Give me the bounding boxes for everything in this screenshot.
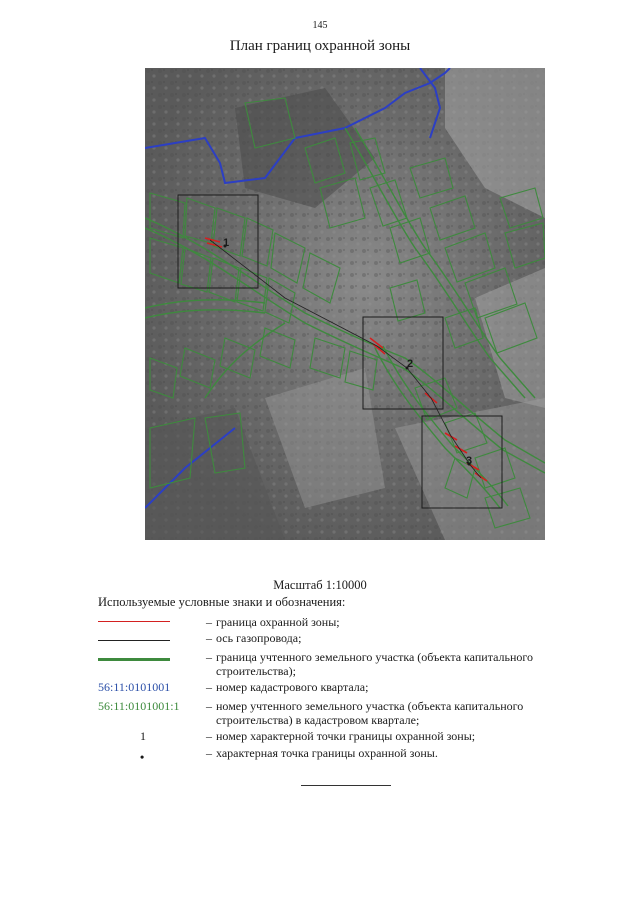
- legend-symbol-parcel-code: 56:11:0101001:1: [98, 699, 180, 713]
- legend-description: граница учтенного земельного участка (объекта капитального строительства);: [216, 650, 534, 678]
- legend-dash: –: [206, 680, 212, 694]
- point-1-label: 1: [223, 237, 230, 249]
- point-3-label: 3: [466, 455, 473, 467]
- legend-description: ось газопровода;: [216, 631, 302, 645]
- legend-symbol-point-dot: •: [140, 750, 145, 764]
- legend-dash: –: [206, 615, 212, 629]
- legend-description: номер характерной точки границы охранной зоны;: [216, 729, 476, 743]
- footer-separator-line: [301, 785, 391, 786]
- legend-dash: –: [206, 631, 212, 645]
- legend-description: номер учтенного земельного участка (объекта капитального строительства) в кадастровом квартале;: [216, 699, 524, 727]
- legend-dash: –: [206, 699, 212, 713]
- aerial-map: [145, 68, 545, 540]
- legend-dash: –: [206, 650, 212, 664]
- legend-symbol-black-line: [98, 640, 170, 641]
- legend-description: характерная точка границы охранной зоны.: [216, 746, 438, 760]
- legend-description: номер кадастрового квартала;: [216, 680, 369, 694]
- page-number: 145: [312, 20, 328, 31]
- map-svg: [145, 68, 545, 540]
- legend-dash: –: [206, 746, 212, 760]
- legend-symbol-green-line: [98, 658, 170, 661]
- legend-dash: –: [206, 729, 212, 743]
- legend-symbol-quarter-code: 56:11:0101001: [98, 680, 171, 694]
- legend-title: Используемые условные знаки и обозначения:: [98, 595, 346, 609]
- point-2-label: 2: [407, 358, 414, 370]
- map-scale: Масштаб 1:10000: [273, 578, 367, 592]
- legend-symbol-red-line: [98, 621, 170, 622]
- page-title: План границ охранной зоны: [229, 38, 411, 54]
- legend-symbol-point-number: 1: [140, 729, 146, 743]
- legend-description: граница охранной зоны;: [216, 615, 340, 629]
